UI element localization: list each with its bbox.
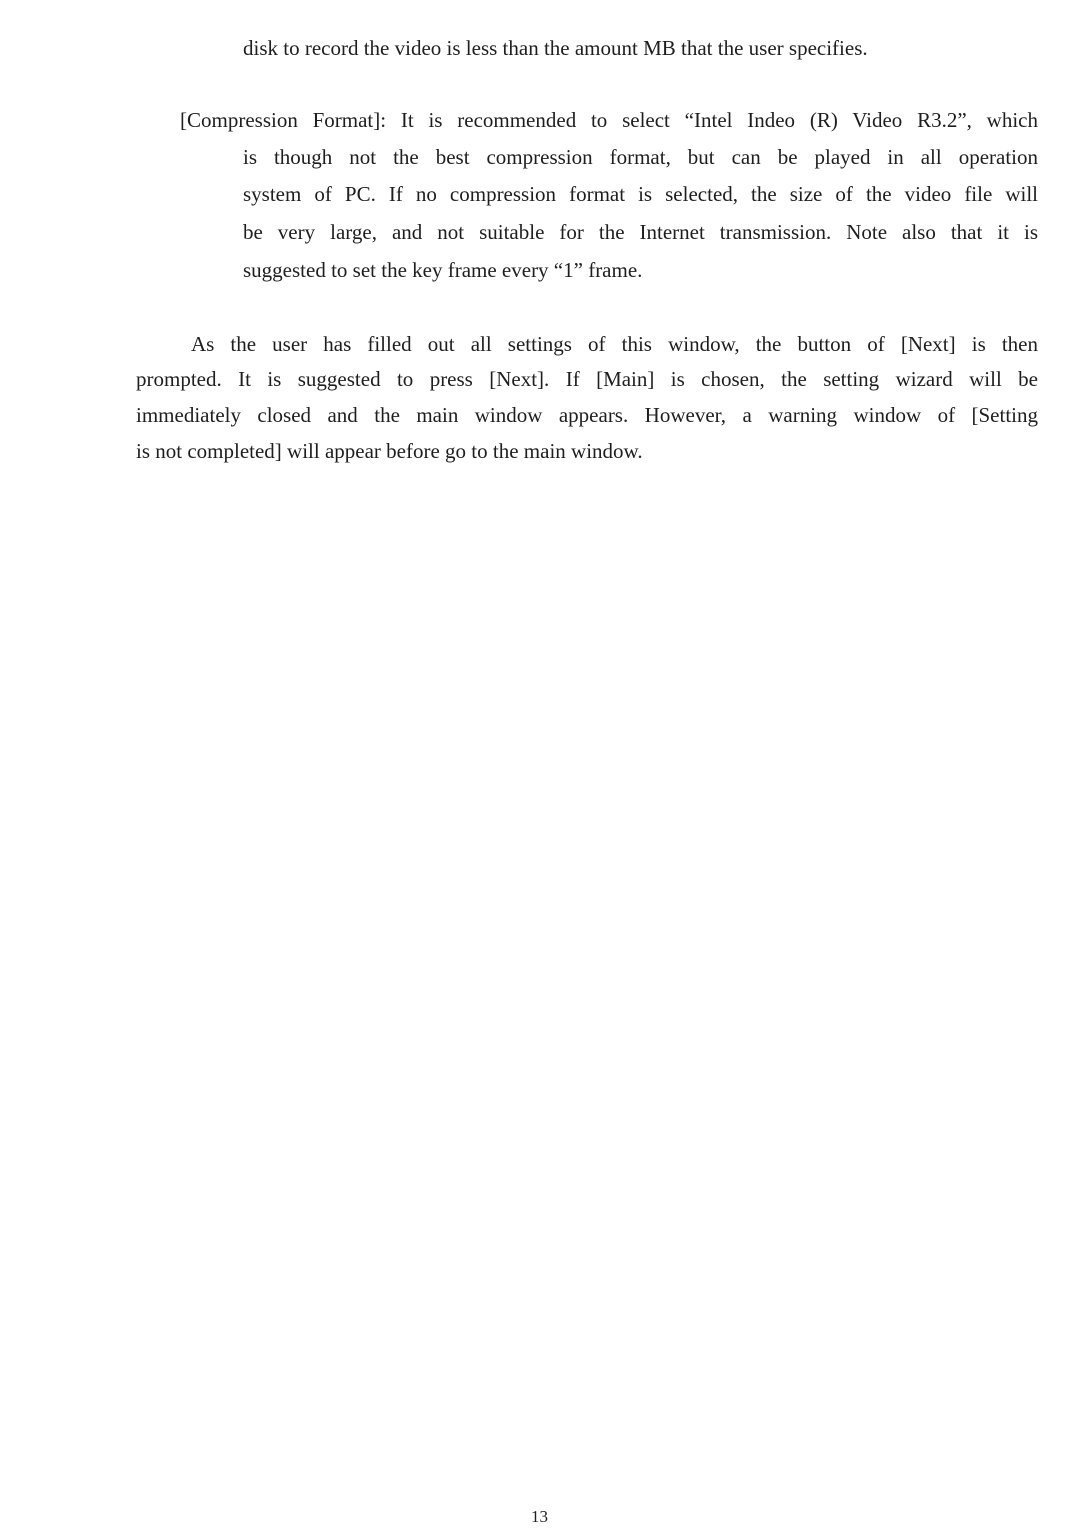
page-number: 13 <box>531 1507 548 1526</box>
compression-format-line-2: is though not the best compression format, but can be played in all operation <box>243 145 1038 169</box>
next-paragraph-line-1: As the user has filled out all settings of this window, the button of [Next] is then <box>191 332 1038 356</box>
compression-format-line-1: [Compression Format]: It is recommended to select “Intel Indeo (R) Video R3.2”, which <box>180 108 1038 132</box>
continuation-line: disk to record the video is less than the amount MB that the user specifies. <box>243 36 868 60</box>
compression-format-line-3: system of PC. If no compression format is selected, the size of the video file will <box>243 182 1038 206</box>
next-paragraph-line-4: is not completed] will appear before go to the main window. <box>136 439 643 463</box>
compression-format-line-4: be very large, and not suitable for the Internet transmission. Note also that it is <box>243 220 1038 244</box>
next-paragraph-line-2: prompted. It is suggested to press [Next]. If [Main] is chosen, the setting wizard will be <box>136 367 1038 391</box>
next-paragraph-line-3: immediately closed and the main window appears. However, a warning window of [Setting <box>136 403 1038 427</box>
compression-format-line-5: suggested to set the key frame every “1” frame. <box>243 258 643 282</box>
